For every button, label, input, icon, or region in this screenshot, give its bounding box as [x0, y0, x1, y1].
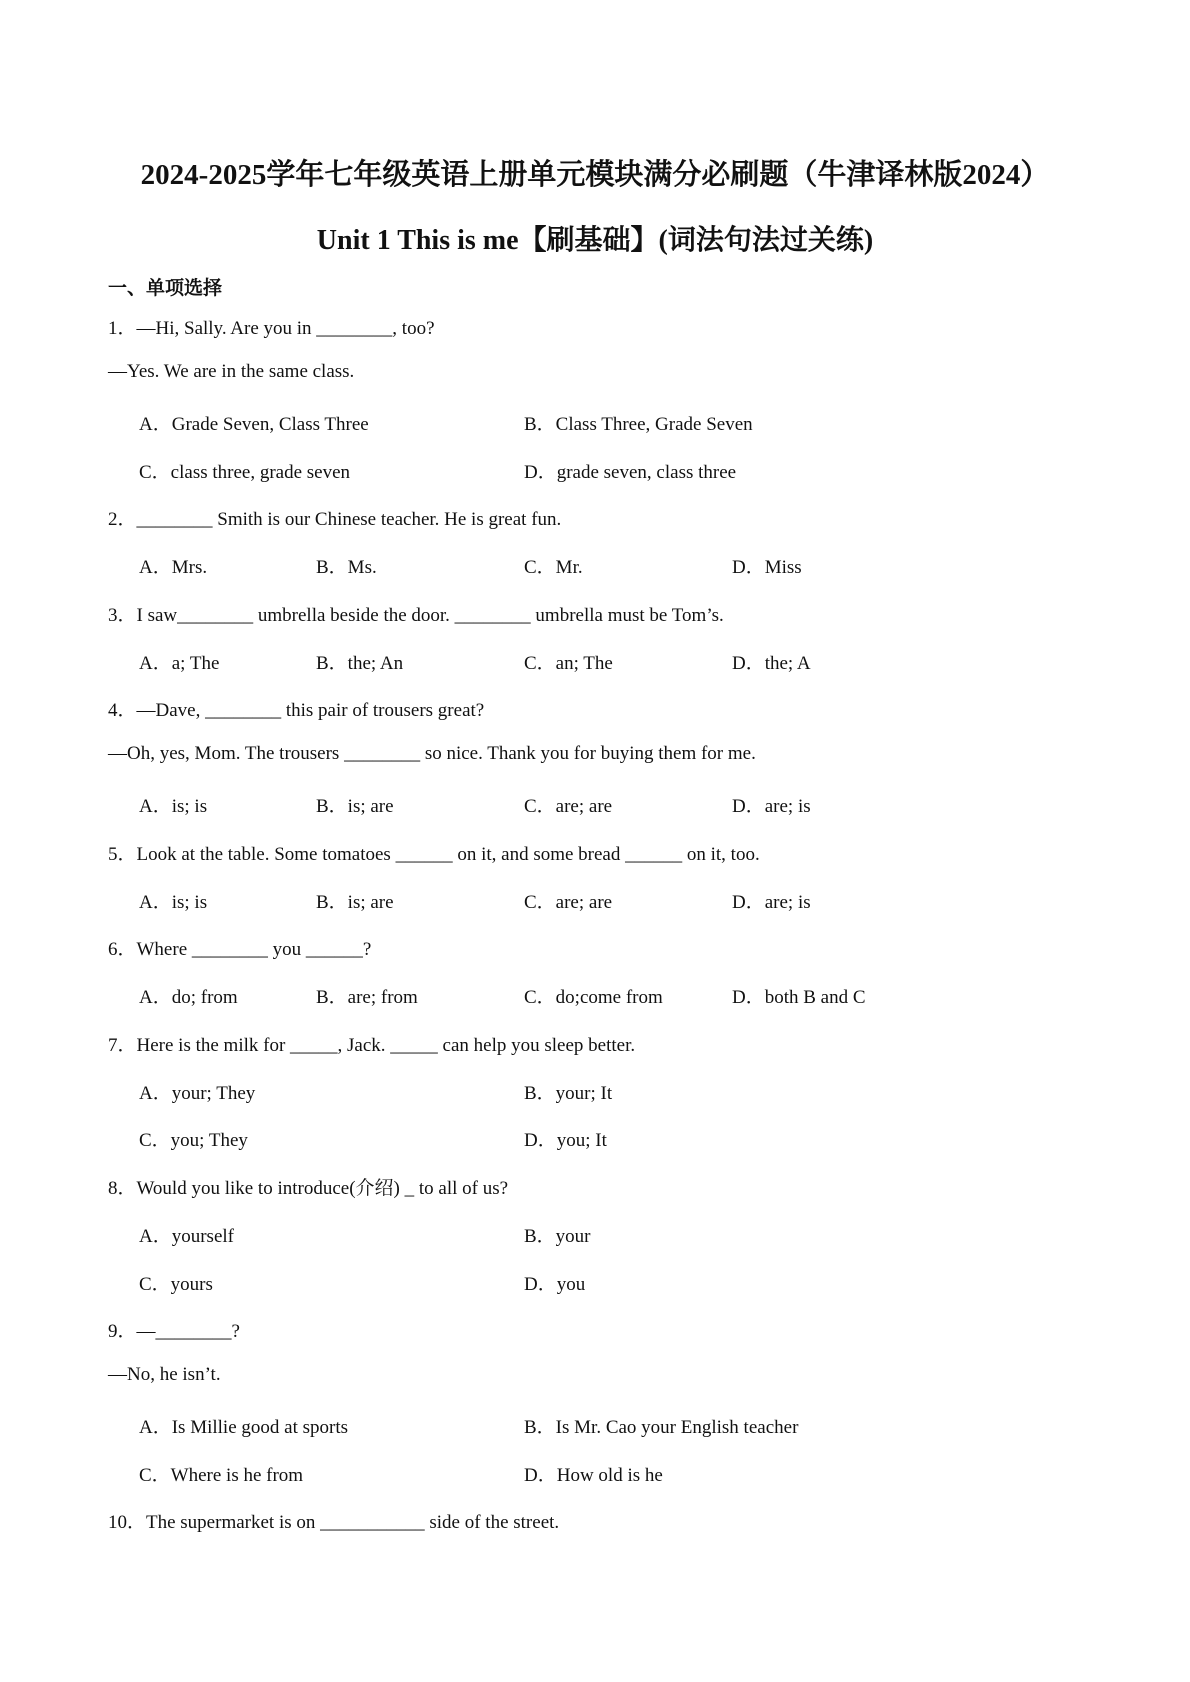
- question-9-reply: —No, he isn’t.: [108, 1364, 221, 1385]
- question-6-option-d: D．both B and C: [732, 987, 866, 1008]
- question-2-stem: 2．________ Smith is our Chinese teacher. He is great fun.: [108, 509, 562, 530]
- question-7-option-d: D．you; It: [524, 1130, 607, 1151]
- question-6-option-c: C．do;come from: [524, 987, 663, 1008]
- question-1-stem: 1．—Hi, Sally. Are you in ________, too?: [108, 318, 435, 339]
- question-1-option-d: D．grade seven, class three: [524, 462, 737, 483]
- document-subtitle: Unit 1 This is me【刷基础】(词法句法过关练): [316, 225, 874, 256]
- question-9-option-d: D．How old is he: [524, 1465, 663, 1486]
- question-5-option-b: B．is; are: [316, 892, 394, 913]
- question-7-option-c: C．you; They: [139, 1130, 248, 1151]
- question-4-option-d: D．are; is: [732, 796, 811, 817]
- question-8-option-c: C．yours: [139, 1274, 213, 1295]
- question-6-stem: 6．Where ________ you ______?: [108, 939, 372, 960]
- question-4-reply: —Oh, yes, Mom. The trousers ________ so nice. Thank you for buying them for me.: [108, 743, 756, 764]
- question-9-option-c: C．Where is he from: [139, 1465, 304, 1486]
- question-3-option-c: C．an; The: [524, 653, 613, 674]
- question-4-option-b: B．is; are: [316, 796, 394, 817]
- question-4-stem: 4．—Dave, ________ this pair of trousers great?: [108, 700, 485, 721]
- document-title: 2024-2025学年七年级英语上册单元模块满分必刷题（牛津译林版2024）: [140, 159, 1050, 191]
- question-2-option-d: D．Miss: [732, 557, 802, 578]
- question-8-option-a: A．yourself: [139, 1226, 234, 1247]
- question-3-option-a: A．a; The: [139, 653, 220, 674]
- question-9-stem: 9．—________?: [108, 1321, 240, 1342]
- question-1-reply: —Yes. We are in the same class.: [108, 361, 355, 382]
- question-7-option-b: B．your; It: [524, 1083, 613, 1104]
- question-5-option-d: D．are; is: [732, 892, 811, 913]
- question-9-option-a: A．Is Millie good at sports: [139, 1417, 348, 1438]
- question-1-option-b: B．Class Three, Grade Seven: [524, 414, 753, 435]
- question-3-option-b: B．the; An: [316, 653, 404, 674]
- question-9-option-b: B．Is Mr. Cao your English teacher: [524, 1417, 799, 1438]
- question-8-stem: 8．Would you like to introduce(介绍) _ to all of us?: [108, 1178, 509, 1199]
- question-3-option-d: D．the; A: [732, 653, 811, 674]
- question-5-stem: 5．Look at the table. Some tomatoes ______ on it, and some bread ______ on it, too.: [108, 844, 760, 865]
- question-6-option-b: B．are; from: [316, 987, 418, 1008]
- question-1-option-c: C．class three, grade seven: [139, 462, 351, 483]
- question-3-stem: 3．I saw________ umbrella beside the door. ________ umbrella must be Tom’s.: [108, 605, 724, 626]
- question-2-option-b: B．Ms.: [316, 557, 377, 578]
- question-6-option-a: A．do; from: [139, 987, 238, 1008]
- section-heading: 一、单项选择: [108, 278, 223, 299]
- question-4-option-c: C．are; are: [524, 796, 613, 817]
- question-10-stem: 10．The supermarket is on ___________ side of the street.: [108, 1512, 560, 1533]
- question-4-option-a: A．is; is: [139, 796, 208, 817]
- question-5-option-a: A．is; is: [139, 892, 208, 913]
- question-7-option-a: A．your; They: [139, 1083, 256, 1104]
- question-2-option-a: A．Mrs.: [139, 557, 208, 578]
- question-5-option-c: C．are; are: [524, 892, 613, 913]
- question-8-option-b: B．your: [524, 1226, 591, 1247]
- question-2-option-c: C．Mr.: [524, 557, 583, 578]
- question-7-stem: 7．Here is the milk for _____, Jack. _____ can help you sleep better.: [108, 1035, 636, 1056]
- question-1-option-a: A．Grade Seven, Class Three: [139, 414, 369, 435]
- question-8-option-d: D．you: [524, 1274, 586, 1295]
